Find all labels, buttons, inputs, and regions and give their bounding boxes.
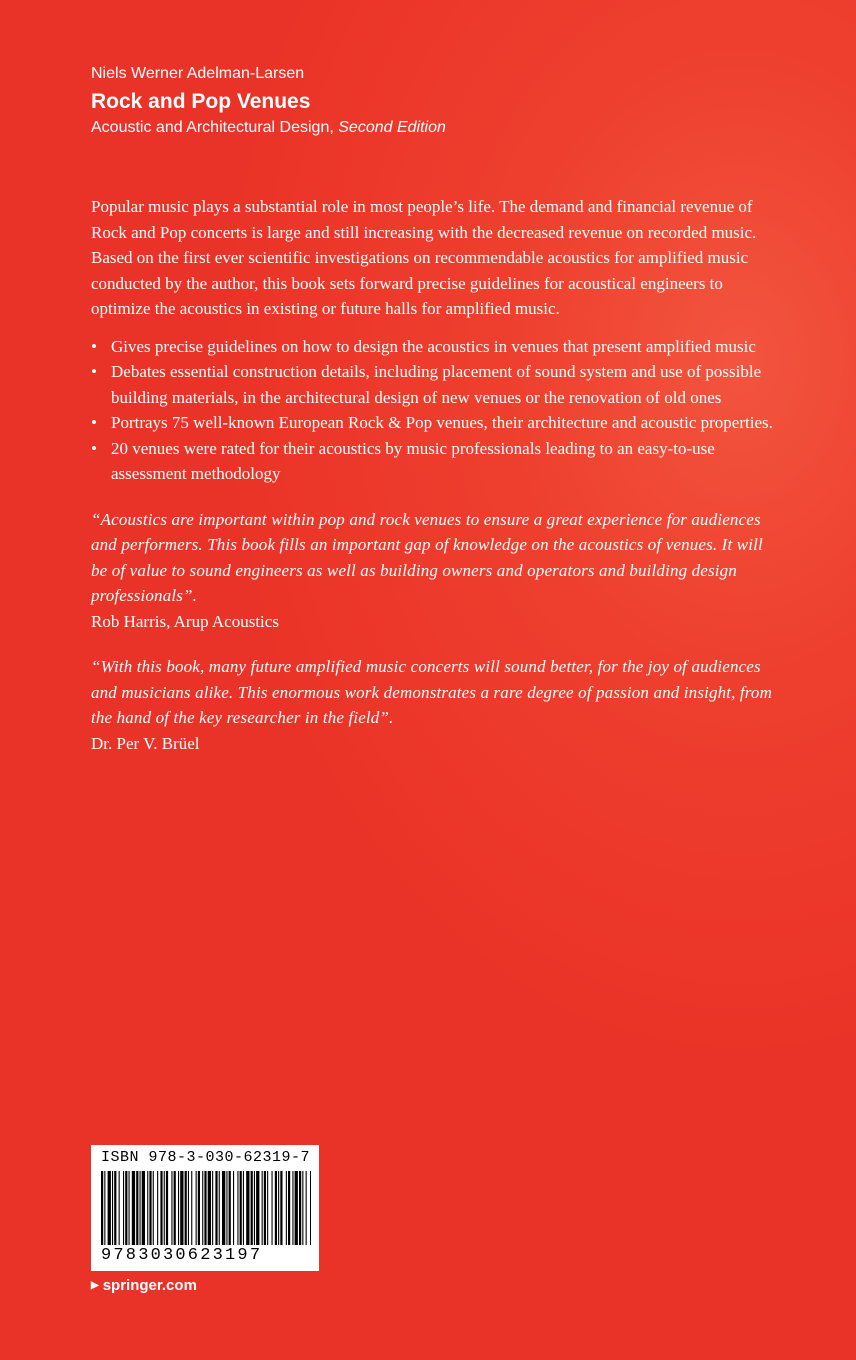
feature-item [91, 359, 781, 410]
review-quote [91, 654, 781, 756]
barcode-bars [101, 1171, 311, 1245]
isbn-digits: 9783030623197 [101, 1246, 263, 1265]
book-subtitle [91, 118, 446, 138]
subtitle-text: Acoustic and Architectural Design, [91, 119, 334, 136]
feature-list [91, 334, 781, 487]
bullet-icon: • [91, 438, 97, 458]
feature-text: Portrays 75 well-known European Rock & Pop venues, their architecture and acoustic properties. [111, 413, 773, 432]
cover-header [91, 64, 446, 138]
feature-item [91, 334, 781, 360]
intro-paragraph: Popular music plays a substantial role in most people’s life. The demand and financial revenue of Rock and Pop concerts is large and still increasing with the decreased revenue on recorded music. Based on the first ever scientific investigations on recommendable acoustics for amplified music conducted by the author, this book sets forward precise guidelines for acoustical engineers to optimize the acoustics in existing or future halls for amplified music. [91, 197, 757, 318]
isbn-barcode [91, 1145, 319, 1271]
bullet-icon: • [91, 413, 97, 432]
quote-author: Dr. Per V. Brüel [91, 733, 200, 753]
bullet-icon: • [91, 362, 97, 381]
author-name: Niels Werner Adelman-Larsen [91, 65, 305, 82]
isbn-label: ISBN 978-3-030-62319-7 [101, 1149, 311, 1166]
publisher-url: springer.com [102, 1277, 197, 1294]
feature-item [91, 410, 781, 436]
review-quote [91, 507, 781, 635]
quote-author: Rob Harris, Arup Acoustics [91, 611, 279, 631]
feature-text: Gives precise guidelines on how to design the acoustics in venues that present amplified music [111, 336, 756, 356]
feature-item [91, 436, 781, 487]
blurb [91, 194, 781, 756]
feature-text: 20 venues were rated for their acoustics by music professionals leading to an easy-to-use assessment methodology [111, 438, 715, 483]
edition-label: Second Edition [338, 119, 446, 136]
quote-text: “With this book, many future amplified music concerts will sound better, for the joy of audiences and musicians alike. This enormous work demonstrates a rare degree of passion and insight, from the hand of the key researcher in the field”. [91, 657, 773, 727]
feature-text: Debates essential construction details, including placement of sound system and use of possible building materials, in the architectural design of new venues or the renovation of old ones [111, 362, 762, 407]
book-title: Rock and Pop Venues [91, 90, 311, 113]
quote-text: “Acoustics are important within pop and rock venues to ensure a great experience for audiences and performers. This book fills an important gap of knowledge on the acoustics of venues. It will be of value to sound engineers as well as building owners and operators and building design professionals”. [91, 509, 763, 605]
publisher-link[interactable] [91, 1277, 197, 1294]
arrow-right-icon: ▶ [91, 1280, 99, 1291]
bullet-icon: • [91, 336, 97, 356]
